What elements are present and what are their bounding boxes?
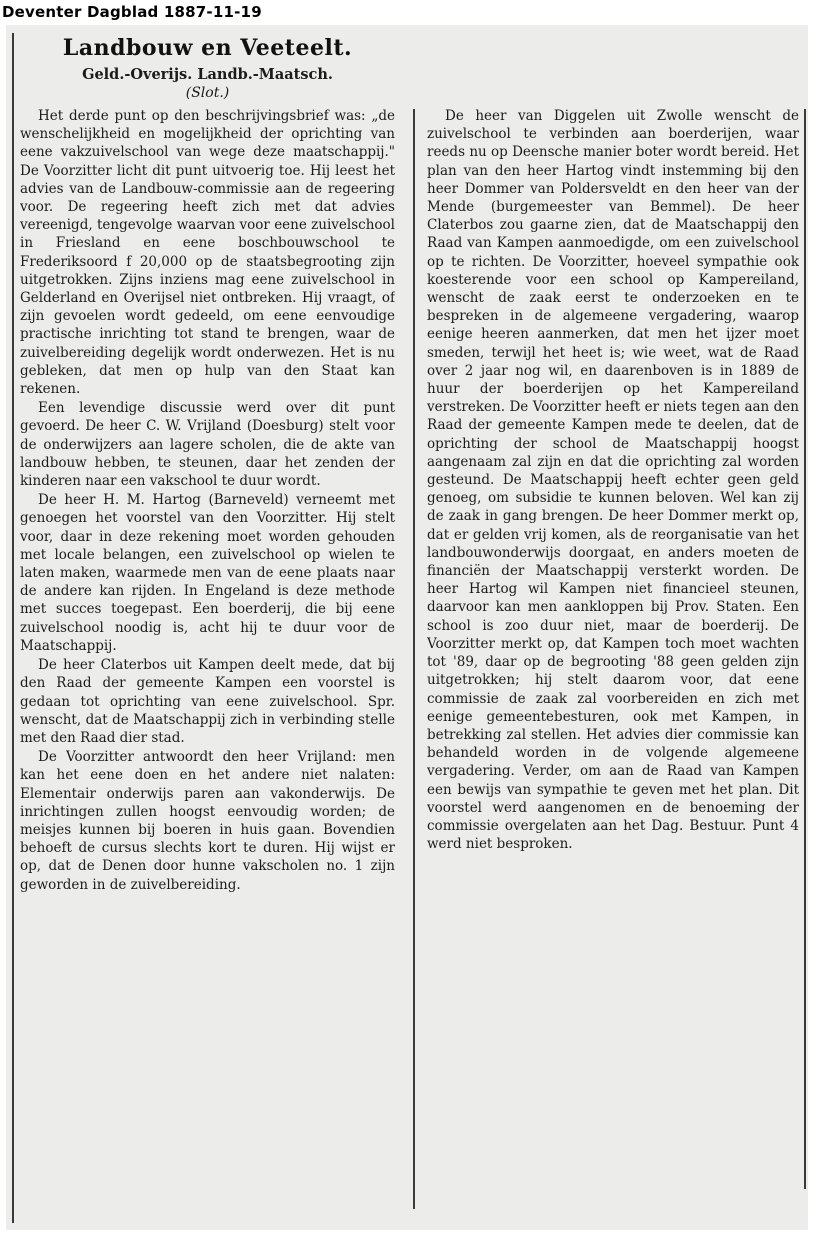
- paragraph: Een levendige discussie werd over dit punt gevoerd. De heer C. W. Vrijland (Doesburg) stelt voor de onderwijzers aan lagere scholen, die de akte van landbouw hebben, te steunen, daar het zenden der kinderen naar een vakschool te duur wordt.: [20, 400, 395, 490]
- paragraph: De Voorzitter antwoordt den heer Vrijland: men kan het eene doen en het andere niet nalaten: Elementair onderwijs paren aan vakonderwijs. De inrichtingen zullen hoogst eenvoudig worden; de meisjes kunnen bij boeren in huis gaan. Bovendien behoeft de cursus slechts kort te duren. Hij wijst er op, dat de Denen door hunne vakscholen no. 1 zijn geworden in de zuivelbereiding.: [20, 749, 395, 893]
- article-headline: Landbouw en Veeteelt.: [62, 35, 353, 61]
- paragraph: De heer H. M. Hartog (Barneveld) verneemt met genoegen het voorstel van den Voorzitter. Hij stelt voor, daar in deze rekening moet worden gehouden met locale belangen, een zuivelschool op wielen te laten maken, waarmede men van de eene plaats naar de andere kan rijden. In Engeland is deze methode met succes toegepast. Een boerderij, die bij eene zuivelschool noodig is, acht hij te duur voor de Maatschappij.: [20, 492, 395, 654]
- column-rule-middle: [413, 109, 415, 1209]
- paragraph: Het derde punt op den beschrijvingsbrief was: „de wenschelijkheid en mogelijkheid der oprichting van eene vakzuivelschool van wege deze maatschappij." De Voorzitter licht dit punt uitvoerig toe. Hij leest het advies van de Landbouw-commissie aan de regeering voor. De regeering heeft zich met dat advies vereenigd, tengevolge waarvan voor eene zuivelschool in Friesland en eene boschbouwschool te Frederiksoord f 20,000 op de staatsbegrooting zijn uitgetrokken. Zijns inziens mag eene zuivelschool in Gelderland en Overijsel niet ontbreken. Hij vraagt, of zijn gevoelen wordt gedeeld, om eene eenvoudige practische inrichting tot stand te brengen, waar de zuivelbereiding degelijk wordt onderwezen. Het is nu gebleken, dat men op hulp van den Staat kan rekenen.: [20, 108, 395, 398]
- newspaper-clipping: [6, 25, 808, 1230]
- article-left-column: [20, 25, 395, 894]
- paragraph: De heer van Diggelen uit Zwolle wenscht de zuivelschool te verbinden aan boerderijen, waar reeds nu op Deensche manier boter wordt bereid. Het plan van den heer Hartog vindt instemming bij den heer Dommer van Poldersveldt en den heer van der Mende (burgemeester van Bemmel). De heer Claterbos zou gaarne zien, dat de Maatschappij den Raad van Kampen aanmoedigde, om een zuivelschool op te richten. De Voorzitter, hoeveel sympathie ook koesterende voor een school op Kampereiland, wenscht de zaak eerst te onderzoeken en te bespreken in de algemeene vergadering, waarop eenige heeren aanmerken, dat men het ijzer moet smeden, terwijl het heet is; wie weet, wat de Raad over 2 jaar nog wil, en daarenboven is in 1889 de huur der boerderijen op het Kampereiland verstreken. De Voorzitter heeft er niets tegen aan den Raad der gemeente Kampen mede te deelen, dat de oprichting der school de Maatschappij hoogst aangenaam zal zijn en dat die oprichting zal worden gesteund. De Maatschappij heeft echter geen geld genoeg, om subsidie te kunnen beloven. Wel kan zij de zaak in gang brengen. De heer Dommer merkt op, dat er gelden vrij komen, als de reorganisatie van het landbouwonderwijs doorgaat, en anders moeten de financiën der Maatschappij versterkt worden. De heer Hartog wil Kampen niet financieel steunen, daarvoor kan men aankloppen bij Prov. Staten. Een school is zoo duur niet, maar de boerderij. De Voorzitter merkt op, dat Kampen toch moet wachten tot '89, daar op de begrooting '88 geen gelden zijn uitgetrokken; hij stelt daarom voor, dat eene commissie de zaak zal voorbereiden en zich met eenige gemeentebesturen, ook met Kampen, in betrekking zal stellen. Het advies dier commissie kan behandeld worden in de volgende algemeene vergadering. Verder, om aan de Raad van Kampen een bewijs van sympathie te geven met het plan. Dit voorstel werd aangenomen en de benoeming der commissie overgelaten aan het Dag. Bestuur. Punt 4 werd niet besproken.: [427, 108, 799, 853]
- column-rule-left: [12, 33, 14, 1223]
- article-right-column: [427, 107, 799, 853]
- newspaper-masthead: Deventer Dagblad 1887-11-19: [2, 3, 262, 21]
- article-subhead: Geld.-Overijs. Landb.-Maatsch.: [82, 66, 333, 83]
- column-rule-right: [804, 109, 806, 1189]
- paragraph: De heer Claterbos uit Kampen deelt mede, dat bij den Raad der gemeente Kampen een voorstel is gedaan tot oprichting van eene zuivelschool. Spr. wenscht, dat de Maatschappij zich in verbinding stelle met den Raad dier stad.: [20, 657, 395, 746]
- article-slot-marker: (Slot.): [185, 85, 230, 101]
